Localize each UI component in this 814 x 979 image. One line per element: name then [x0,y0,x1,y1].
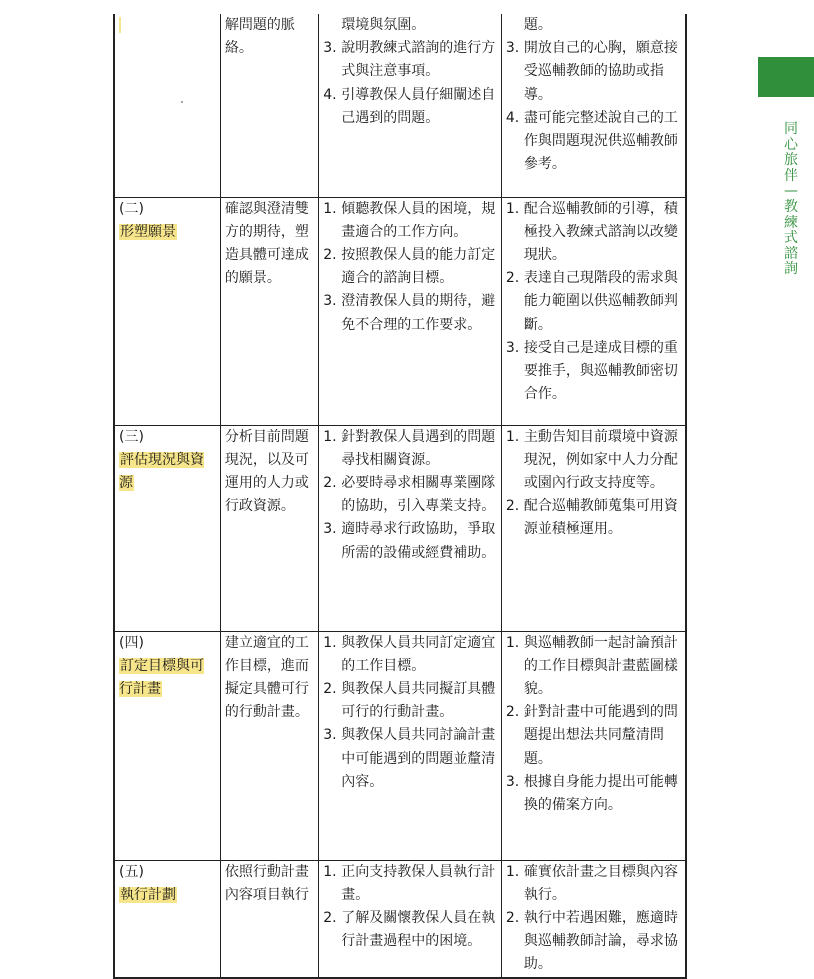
item-number: 3. [505,339,520,356]
item-number: 3. [323,521,337,538]
staff-task-list [506,861,683,977]
item-text: 引導教保人員仔細闡述自己遇到的問題。 [341,86,496,126]
staff-task-item [506,426,683,496]
item-number: 1. [505,863,520,880]
supervisor-task-item [323,290,499,336]
supervisor-task-cell [319,14,502,197]
stage-number: (四) [119,634,144,651]
item-text: 主動告知目前環境中資源現況，例如家中人力分配或園內行政支持度等。 [523,428,678,491]
stage-name: 執行計劃 [120,886,176,903]
item-text: 配合巡輔教師的引導，積極投入教練式諮詢以改變現狀。 [523,200,678,263]
item-text: 針對教保人員遇到的問題尋找相關資源。 [341,428,496,468]
staff-task-item [506,37,683,107]
stage-number: (五) [119,863,144,880]
staff-task-cell [501,197,686,425]
stage-cell [114,425,220,631]
staff-task-cell [501,860,686,978]
stage-name: 形塑願景 [120,223,176,240]
supervisor-task-item [323,426,499,472]
purpose-cell [220,14,318,197]
item-number: 3. [323,40,337,57]
item-text: 配合巡輔教師蒐集可用資源並積極運用。 [523,498,678,538]
staff-task-item [506,198,683,268]
item-number: 2. [505,704,520,721]
item-text: 與教保人員共同訂定適宜的工作目標。 [341,634,496,674]
purpose-cell [220,631,318,860]
supervisor-task-item [323,244,499,290]
table-row [114,197,686,425]
item-text: 正向支持教保人員執行計畫。 [341,863,496,903]
supervisor-task-list [323,198,499,337]
item-number: 2. [505,498,520,515]
supervisor-task-item [323,198,499,244]
staff-task-item [506,907,683,977]
item-text: 表達自己現階段的需求與能力範圍以供巡輔教師判斷。 [523,270,678,333]
supervisor-task-item [323,861,499,907]
item-text: 按照教保人員的能力訂定適合的諮詢目標。 [341,246,496,287]
item-text: 傾聽教保人員的困境，規畫適合的工作方向。 [341,200,496,240]
table-row [114,860,686,978]
supervisor-task-item [323,472,499,518]
staff-task-item [506,701,683,771]
table-row [114,631,686,860]
item-number: 1. [505,428,520,445]
supervisor-task-cell [319,860,502,978]
staff-task-item [506,861,683,907]
staff-task-list [506,426,683,542]
item-text: 根據自身能力提出可能轉換的備案方向。 [523,773,678,813]
staff-task-list [506,198,683,407]
item-number: 2. [505,909,520,926]
item-number: 2. [323,246,337,263]
item-text: 針對計畫中可能遇到的問題提出想法共同釐清問題。 [523,704,678,767]
item-text: 開放自己的心胸，願意接受巡輔教師的協助或指導。 [523,40,678,103]
item-number: 3. [323,727,337,744]
item-text: 接受自己是達成目標的重要推手，與巡輔教師密切合作。 [523,339,678,403]
item-number: 3. [323,293,337,310]
purpose-cell [220,860,318,978]
item-number: 1. [323,863,337,880]
supervisor-task-item [323,678,499,724]
item-text: 適時尋求行政協助，爭取所需的設備或經費補助。 [341,521,496,561]
item-number: 2. [323,909,337,926]
supervisor-task-cell [319,425,502,631]
stage-purpose: 依照行動計畫內容項目執行 [224,863,309,903]
supervisor-task-cell [319,631,502,860]
supervisor-task-item [323,14,499,37]
table-body [114,14,686,978]
chapter-tab-marker [758,57,814,97]
supervisor-task-item [323,907,499,953]
item-number: 1. [323,634,337,651]
stage-name: 訂定目標與可行計畫 [119,657,204,697]
staff-task-cell [501,14,686,197]
supervisor-task-item [323,84,499,130]
item-number: 1. [323,200,337,217]
stage-purpose: 分析目前問題現況，以及可運用的人力或行政資源。 [224,428,309,515]
stage-purpose: 解問題的脈絡。 [224,17,295,57]
staff-task-item [506,267,683,337]
staff-task-item [506,771,683,817]
item-text: 說明教練式諮詢的進行方式與注意事項。 [341,40,496,80]
item-text: 與巡輔教師一起討論預計的工作目標與計畫藍圖樣貌。 [523,634,678,697]
stage-purpose: 建立適宜的工作目標，進而擬定具體可行的行動計畫。 [224,634,309,721]
item-text: 與教保人員共同討論計畫中可能遇到的問題並釐清內容。 [341,727,496,790]
stage-cell [114,631,220,860]
supervisor-task-cell [319,197,502,425]
purpose-cell [220,197,318,425]
stage-cell [114,14,220,197]
staff-task-item [506,495,683,541]
item-number: 2. [323,474,337,491]
purpose-cell [220,425,318,631]
stage-number: (二) [119,200,144,217]
item-text: 了解及關懷教保人員在執行計畫過程中的困境。 [341,909,496,950]
stage-name [119,17,121,33]
item-text: 執行中若遇困難，應適時與巡輔教師討論，尋求協助。 [523,909,678,973]
staff-task-cell [501,631,686,860]
staff-task-item [506,632,683,702]
item-number: 1. [505,200,520,217]
item-number: 2. [505,270,520,287]
supervisor-task-item [323,518,499,564]
item-text: 必要時尋求相關專業團隊的協助，引入專業支持。 [341,474,496,515]
staff-task-item [506,337,683,407]
supervisor-task-item [323,632,499,678]
supervisor-task-item [323,724,499,794]
table-row [114,425,686,631]
staff-task-item [506,14,683,37]
stage-purpose: 確認與澄清雙方的期待，塑造具體可達成的願景。 [224,200,309,287]
supervisor-task-list [323,861,499,954]
coaching-stage-table [113,14,687,979]
item-text: 環境與氛圍。 [341,17,426,33]
stage-name: 評估現況與資源 [119,451,204,491]
stage-cell [114,197,220,425]
staff-task-list [506,632,683,818]
staff-task-cell [501,425,686,631]
supervisor-task-item [323,37,499,83]
supervisor-task-list [323,632,499,794]
item-number: 1. [323,428,337,445]
item-text: 題。 [523,17,552,33]
item-text: 確實依計畫之目標與內容執行。 [523,863,678,903]
item-number: 4. [323,86,337,103]
item-text: 與教保人員共同擬訂具體可行的行動計畫。 [341,680,496,721]
staff-task-list [506,14,683,176]
item-number: 3. [505,40,520,57]
supervisor-task-list [323,426,499,565]
stage-cell [114,860,220,978]
item-number: 3. [505,773,520,790]
staff-task-item [506,107,683,177]
side-chapter-title: 同心旅伴—教練式諮詢 [784,121,798,278]
table-row [114,14,686,197]
item-number: 4. [505,109,520,126]
item-number: 2. [323,680,337,697]
item-text: 澄清教保人員的期待，避免不合理的工作要求。 [341,293,496,333]
item-text: 盡可能完整述說自己的工作與問題現況供巡輔教師參考。 [523,109,678,173]
stage-number: (三) [119,428,144,445]
supervisor-task-list [323,14,499,130]
item-number: 1. [505,634,520,651]
